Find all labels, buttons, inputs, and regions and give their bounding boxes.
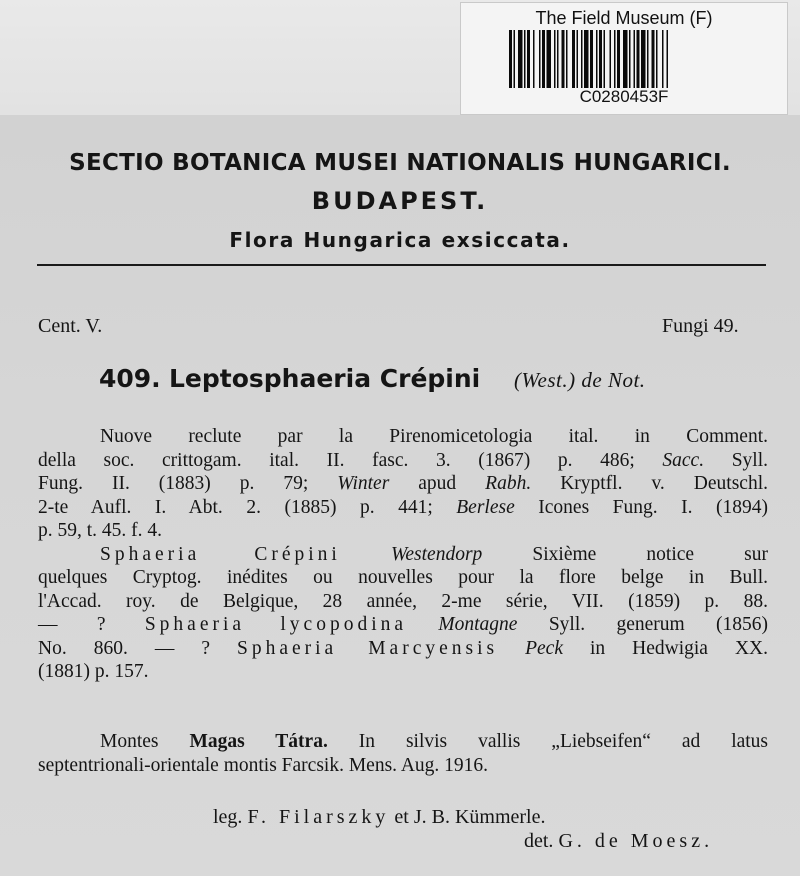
locality-paragraph [38, 730, 768, 777]
locality-line: Montes Magas Tátra. In silvis vallis „Liebseifen“ ad latus [100, 731, 769, 752]
institution-heading: SECTIO BOTANICA MUSEI NATIONALIS HUNGARICI. [69, 150, 731, 176]
synonym-line: l'Accad. roy. de Belgique, 28 année, 2-me série, VII. (1859) p. 88. [38, 590, 768, 612]
century-label: Cent. V. [38, 315, 103, 337]
synonym-line: quelques Cryptog. inédites ou nouvelles pour la flore belge in Bull. [38, 567, 768, 588]
citation-line: Nuove reclute par la Pirenomicetologia ital. in Comment. [100, 426, 768, 447]
barcode-label [460, 2, 788, 115]
citation-line: p. 59, t. 45. f. 4. [38, 520, 163, 541]
synonym-line: No. 860. — ? Sphaeria Marcyensis Peck in Hedwigia XX. [38, 637, 768, 659]
divider [37, 264, 766, 266]
collector-line: leg. F. Filarszky et J. B. Kümmerle. [213, 806, 546, 828]
synonym-line: (1881) p. 157. [38, 661, 149, 682]
determiner-line: det. G. de Moesz. [524, 830, 714, 852]
species-name: Leptosphaeria Crépini [169, 364, 481, 393]
barcode-institution: The Field Museum (F) [535, 8, 713, 28]
barcode-icon [509, 30, 739, 88]
fungi-number: Fungi 49. [662, 315, 739, 337]
locality-line: septentrionali-orientale montis Farcsik. Mens. Aug. 1916. [38, 754, 489, 776]
citation-line: della soc. crittogam. ital. II. fasc. 3. (1867) p. 486; Sacc. Syll. [38, 449, 769, 471]
citation-paragraph [38, 425, 768, 684]
synonym-line: Sphaeria Crépini Westendorp Sixième notice sur [100, 543, 769, 565]
synonym-line: — ? Sphaeria lycopodina Montagne Syll. generum (1856) [38, 614, 769, 635]
series-heading: Flora Hungarica exsiccata. [229, 228, 571, 252]
specimen-number: 409. [99, 364, 161, 393]
barcode-number: C0280453F [579, 87, 669, 106]
citation-line: Fung. II. (1883) p. 79; Winter apud Rabh. Kryptfl. v. Deutschl. [38, 473, 768, 494]
citation-line: 2-te Aufl. I. Abt. 2. (1885) p. 441; Berlese Icones Fung. I. (1894) [38, 496, 769, 518]
city-heading: BUDAPEST. [311, 187, 489, 215]
species-authority: (West.) de Not. [514, 368, 646, 392]
